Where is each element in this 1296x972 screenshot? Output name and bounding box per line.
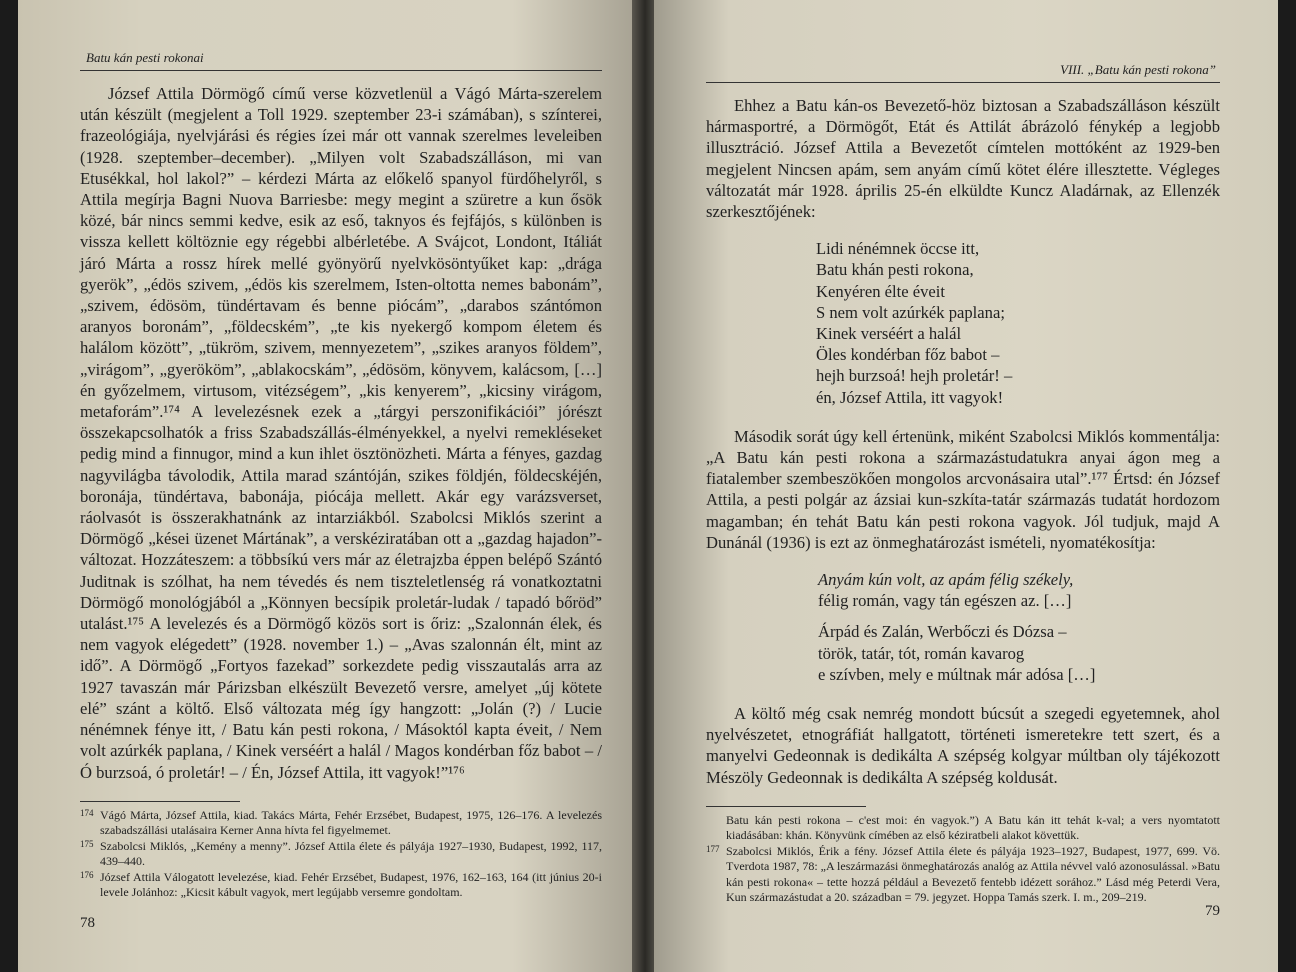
left-footnotes: [80, 801, 602, 901]
footnote-text: Szabolcsi Miklós, Érik a fény. József Attila élete és pályája 1923–1927, Budapest, 1977, 699. Vö. Tverdota 1987, 78: „A leszármazási önmeghatározás analóg az Attila névvel való azonosulással. »Batu kán pesti rokona« – tette hozzá például a Bevezető fentebb idézett sorához.” Lásd még Peterdi Vera, Kun származástudat a 20. században = 79. jegyzet. Hoppa Tamás szerk. I. m., 209–219.: [726, 843, 1220, 905]
running-head-right: VIII. „Batu kán pesti rokona”: [706, 62, 1220, 83]
poem-line: Lidi nénémnek öccse itt,: [816, 239, 980, 259]
poem-line: Anyám kún volt, az apám félig székely,: [818, 570, 1074, 590]
footnote-text: József Attila Válogatott levelezése, kiad. Fehér Erzsébet, Budapest, 1976, 162–163, 164 (itt június 20-i levele Jolánhoz: „Kicsit kábult vagyok, mert legújabb versemre gondoltam.: [100, 869, 602, 900]
poem-line: török, tatár, tót, román kavarog: [818, 643, 1025, 663]
poem-line: S nem volt azúrkék paplana;: [816, 302, 1005, 322]
poem-line: Kinek verséért a halál: [816, 324, 962, 344]
right-paragraph-3: A költő még csak nemrég mondott búcsút a szegedi egyetemnek, ahol nyelvészetet, etnográfiát hallgatott, történeti ismeretekre tett szert, és a manyelvi Gedeonnak is dedikálta A szépség kolgyar múltban oly tájékozott Mészöly Gedeonnak is dedikálta A szépség koldusát.: [706, 704, 1220, 787]
footnote-rule: [80, 801, 240, 802]
right-footnotes: [706, 806, 1220, 906]
footnote-176-cont: [706, 813, 1220, 844]
footnote-text: Szabolcsi Miklós, „Kemény a menny”. József Attila élete és pályája 1927–1930, Budapest, 1992, 117, 439–440.: [100, 838, 602, 869]
left-page: [18, 0, 636, 972]
poem-line: Öles kondérban főz babot –: [816, 345, 1000, 365]
poem-line: Kenyéren élte éveit: [816, 281, 945, 301]
poem-line: Batu khán pesti rokona,: [816, 260, 974, 280]
right-paragraph-2: Második sorát úgy kell értenünk, miként Szabolcsi Miklós kommentálja: „A Batu kán pesti rokona a származástudatukra anyai ágon meg a fiatalember szembeszökően mongolos arcvonásaira utal”.¹⁷⁷ Értsd: én József Attila, a pesti polgár az ázsiai kun-szkíta-tatár származás tudatát hordozom magamban; én tehát Batu kán pesti rokona vagyok. Jól tudjuk, majd A Dunánál (1936) is ezt az önmeghatározást ismételi, nyomatékosítja:: [706, 426, 1220, 552]
page-number-right: 79: [1205, 903, 1220, 919]
left-paragraph: József Attila Dörmögő című verse közvetlenül a Vágó Márta-szerelem után készült (megjelent a Toll 1929. szeptember 23-i számában), s színterei, frazeológiája, nyelvjárási és régies ízei már ott vannak szerelmes leveleiben (1928. szeptember–december). „Milyen volt Szabadszálláson, mi van Etusékkal, hol lakol?” – kérdezi Márta az előkelő spanyol fürdőhelyről, s Attila megírja Bagni Nuova Barriesbe: megy megint a szüretre a kun ősök közé, bár nincs semmi kedve, esik az eső, taknyos és fejfájós, s különben is vissza kellett költöznie egy régebbi albérletébe. A Svájcot, Londont, Itáliát járó Márta a rossz hírek mellé gyönyörű nyelvkösöntyűket kap: „drága gyerök”, „édös szivem, „édös kis szerelmem, Isten-oltotta nemes babonám”, „szivem, édösöm, tündértavam és benne piócám”, „darabos szántómon aranyos boronám”, „földecském”, „te kis nyekergő kompom életem és halálom között”, „tükröm, szivem, mennyezetem”, „szikes aranyos földem”, „virágom”, „gyerököm”, „ablakocskám”, „édösöm, könyvem, kalácsom, […] én győzelmem, virtusom, vitézségem”, „kis kenyerem”, „kicsiny virágom, metaforám”.¹⁷⁴ A levelezésnek ezek a „tárgyi perszonifikációi” jórészt összekapcsolhatók a friss Szabadszállás-élményekkel, a nyelvi remekléseket pedig mind a finnugor, mind a kun ihlet ösztönözheti. Márta a fényes, gazdag nagyvilágba távolodik, Attila marad szántóján, szikes földjén, földecskéjén, boronája, tündértava, babonája, piócája mellett. Akár egy varázsverset, ráolvasót is összerakhatnánk az intarziákból. Szabolcsi Miklós szerint a Dörmögő „kései üzenet Mártának”, a verskéziratában ott a „gazdag hajadon”-változat. Hozzáteszem: a többsíkú vers már az életrajzba éppen belépő Szántó Juditnak is szólhat, ha nem tévedés és nem tiszteletlenség rá vonatkoztatni Dörmögő monológjából a „Könnyen becsípik proletár-ludak / tapadó bőröd” utalást.¹⁷⁵ A levelezés és a Dörmögő közös sort is őriz: „Szalonnán élek, és nem vagyok elégedett” (1928. november 1.) – „Avas szalonnán élt, mint az idő”. A Dörmögő „Fortyos fazekad” sorkezdete pedig visszautalás arra az 1927 tavaszán már Párizsban elkészült Bevezető versre, amelyet „új kötete elé” szánt a költő. Első változata még így hangzott: „Jolán (?) / Lucie nénémnek fénye itt, / Batu kán pesti rokona, / Másoktól kapta éveit, / Nem volt azúrkék paplana, / Kinek verséért a halál / Magos kondérban főz babot – / Ó burzsoá, ó proletár! – / Én, József Attila, itt vagyok!”¹⁷⁶: [80, 84, 602, 782]
right-paragraph-1: Ehhez a Batu kán-os Bevezető-höz biztosan a Szabadszálláson készült hármasportré, a Dörmögőt, Etát és Attilát ábrázoló fénykép a legjobb illusztráció. József Attila a Bevezetőt címtelen mottóként az 1929-ben megjelent Nincsen apám, sem anyám című kötet élére illesztette. Végleges változatát már 1928. április 25-én elküldte Kuncz Aladárnak, az Ellenzék szerkesztőjének:: [706, 96, 1220, 222]
footnote-177: [706, 844, 1220, 906]
poem-line: félig román, vagy tán egészen az. […]: [818, 591, 1072, 611]
footnote-174: [80, 808, 602, 839]
footnote-text: Batu kán pesti rokona – c'est moi: én vagyok.”) A Batu kán itt tehát k-val; a vers nyomtatott kiadásában: khán. Könyvünk címében az első kéziratbeli alakot követtük.: [726, 812, 1220, 843]
footnote-number: 177: [706, 843, 720, 854]
footnote-rule: [706, 806, 866, 807]
footnote-number: 176: [80, 869, 94, 880]
footnote-175: [80, 839, 602, 870]
footnote-number: 174: [80, 807, 94, 818]
stanza-gap: [818, 611, 1220, 621]
poem-bevezeto: [816, 238, 1220, 408]
poem-line: Árpád és Zalán, Werbőczi és Dózsa –: [818, 622, 1067, 642]
page-number-left: 78: [80, 915, 95, 931]
poem-a-dunanal: [818, 569, 1220, 685]
footnote-number: 175: [80, 838, 94, 849]
poem-line: e szívben, mely e múltnak már adósa […]: [818, 664, 1096, 684]
poem-line: én, József Attila, itt vagyok!: [816, 387, 1004, 407]
poem-line: hejh burzsoá! hejh proletár! –: [816, 366, 1013, 386]
footnote-176: [80, 870, 602, 901]
footnote-text: Vágó Márta, József Attila, kiad. Takács Márta, Fehér Erzsébet, Budapest, 1975, 126–176. A levelezés szabadszállási utalásaira Kerner Anna hívta fel figyelmemet.: [100, 807, 602, 838]
right-page: [654, 0, 1278, 972]
running-head-left: Batu kán pesti rokonai: [80, 50, 602, 71]
